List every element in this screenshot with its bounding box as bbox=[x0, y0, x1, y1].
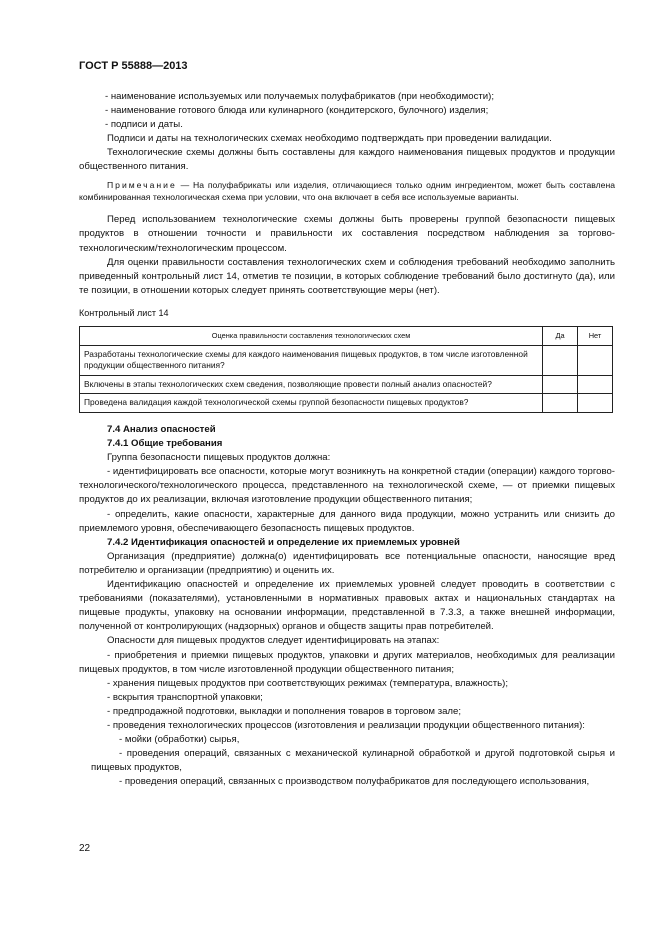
paragraph: Подписи и даты на технологических схемах необходимо подтверждать при проведении валидации. bbox=[107, 133, 552, 145]
table-header-row bbox=[80, 327, 613, 346]
list-item: - подписи и даты. bbox=[105, 119, 183, 131]
sub-list-item: - мойки (обработки) сырья, bbox=[119, 734, 240, 746]
checkbox-yes[interactable] bbox=[543, 375, 578, 394]
checkbox-no[interactable] bbox=[578, 394, 613, 413]
list-item: - наименование используемых или получаемых полуфабрикатов (при необходимости); bbox=[105, 91, 495, 102]
note bbox=[79, 179, 615, 204]
paragraph: Группа безопасности пищевых продуктов должна: bbox=[107, 452, 331, 464]
list-item: - проведения технологических процессов (изготовления и реализации продукции общественного питания): bbox=[107, 719, 585, 731]
document-header: ГОСТ Р 55888—2013 bbox=[79, 60, 188, 72]
checklist-title: Контрольный лист 14 bbox=[79, 307, 169, 318]
list-item: - наименование готового блюда или кулинарного (кондитерского, булочного) изделия; bbox=[105, 105, 489, 117]
checklist-question: Включены в этапы технологических схем сведения, позволяющие провести полный анализ опасностей? bbox=[80, 375, 543, 394]
sub-list-item: - проведения операций, связанных с производством полуфабрикатов для последующего использования, bbox=[119, 776, 590, 788]
list-item: - приобретения и приемки пищевых продуктов, упаковки и других материалов, необходимых для реализации пищевых продуктов, в том числе изготовленной продукции общественного питания; bbox=[79, 649, 615, 675]
table-row bbox=[80, 375, 613, 394]
document-body bbox=[79, 90, 615, 789]
checklist-table bbox=[79, 326, 613, 413]
page-number: 22 bbox=[79, 843, 91, 854]
paragraph: Технологические схемы должны быть составлены для каждого наименования пищевых продуктов и продукции общественного питания. bbox=[79, 147, 615, 173]
paragraph: Организация (предприятие) должна(о) идентифицировать все потенциальные опасности, наносящие вред потребителю и организации (предприятию) и оценить их. bbox=[79, 550, 615, 576]
subsection-heading: 7.4.2 Идентификация опасностей и определение их приемлемых уровней bbox=[107, 536, 460, 548]
paragraph: Для оценки правильности составления технологических схем и соблюдения требований необходимо заполнить приведенный контрольный лист 14, отметив те позиции, в которых соблюдение требований было достигнуто (да), или те позиции, в отношении которых следует принять соответствующие меры (нет). bbox=[79, 256, 615, 296]
section-heading: 7.4 Анализ опасностей bbox=[107, 424, 216, 435]
sub-list-item: - проведения операций, связанных с механической кулинарной обработкой и другой подготовкой сырья и пищевых продуктов, bbox=[91, 748, 615, 774]
checkbox-yes[interactable] bbox=[543, 345, 578, 375]
column-header-question: Оценка правильности составления технологических схем bbox=[80, 327, 543, 346]
column-header-yes: Да bbox=[543, 327, 578, 346]
checkbox-no[interactable] bbox=[578, 375, 613, 394]
paragraph: Опасности для пищевых продуктов следует идентифицировать на этапах: bbox=[107, 635, 440, 647]
column-header-no: Нет bbox=[578, 327, 613, 346]
checklist-question: Разработаны технологические схемы для каждого наименования пищевых продуктов, в том числе изготовленной продукции общественного питания? bbox=[80, 345, 543, 375]
note-text: — На полуфабрикаты или изделия, отличающиеся только одним ингредиентом, может быть составлена комбинированная технологическая схема при условии, что она включает в себя все используемые варианты. bbox=[79, 179, 615, 202]
checkbox-no[interactable] bbox=[578, 345, 613, 375]
table-row bbox=[80, 394, 613, 413]
paragraph: Перед использованием технологические схемы должны быть проверены группой безопасности пищевых продуктов в отношении точности и правильности их составления посредством наблюдения за торгово-технологическим/технологическим процессом. bbox=[79, 214, 615, 254]
list-item: - хранения пищевых продуктов при соответствующих режимах (температура, влажность); bbox=[107, 677, 508, 689]
note-label: Примечание bbox=[107, 179, 177, 190]
list-item: - вскрытия транспортной упаковки; bbox=[107, 691, 263, 703]
list-item: - определить, какие опасности, характерные для данного вида продукции, можно устранить или снизить до приемлемого уровня, обеспечивающего безопасность пищевых продуктов. bbox=[79, 508, 615, 534]
checkbox-yes[interactable] bbox=[543, 394, 578, 413]
list-item: - предпродажной подготовки, выкладки и пополнения товаров в торговом зале; bbox=[107, 705, 462, 717]
paragraph: Идентификацию опасностей и определение их приемлемых уровней следует проводить в соответствии с требованиями (показателями), установленными в нормативных правовых актах и национальных стандартах на пищевые продукты, упаковку на основании информации, представленной в 7.3.3, а также внешней информации, полученной от контролирующих (надзорных) органов и обществ защиты прав потребителей. bbox=[79, 579, 615, 633]
subsection-heading: 7.4.1 Общие требования bbox=[107, 438, 223, 450]
list-item: - идентифицировать все опасности, которые могут возникнуть на конкретной стадии (операции) каждого торгово-технологического/технологического процесса, представленного на технологической схеме, — от приемки пищевых продуктов до их реализации, включая изготовление продукции общественного питания; bbox=[79, 466, 615, 506]
table-row bbox=[80, 345, 613, 375]
checklist-question: Проведена валидация каждой технологической схемы группой безопасности пищевых продуктов? bbox=[80, 394, 543, 413]
